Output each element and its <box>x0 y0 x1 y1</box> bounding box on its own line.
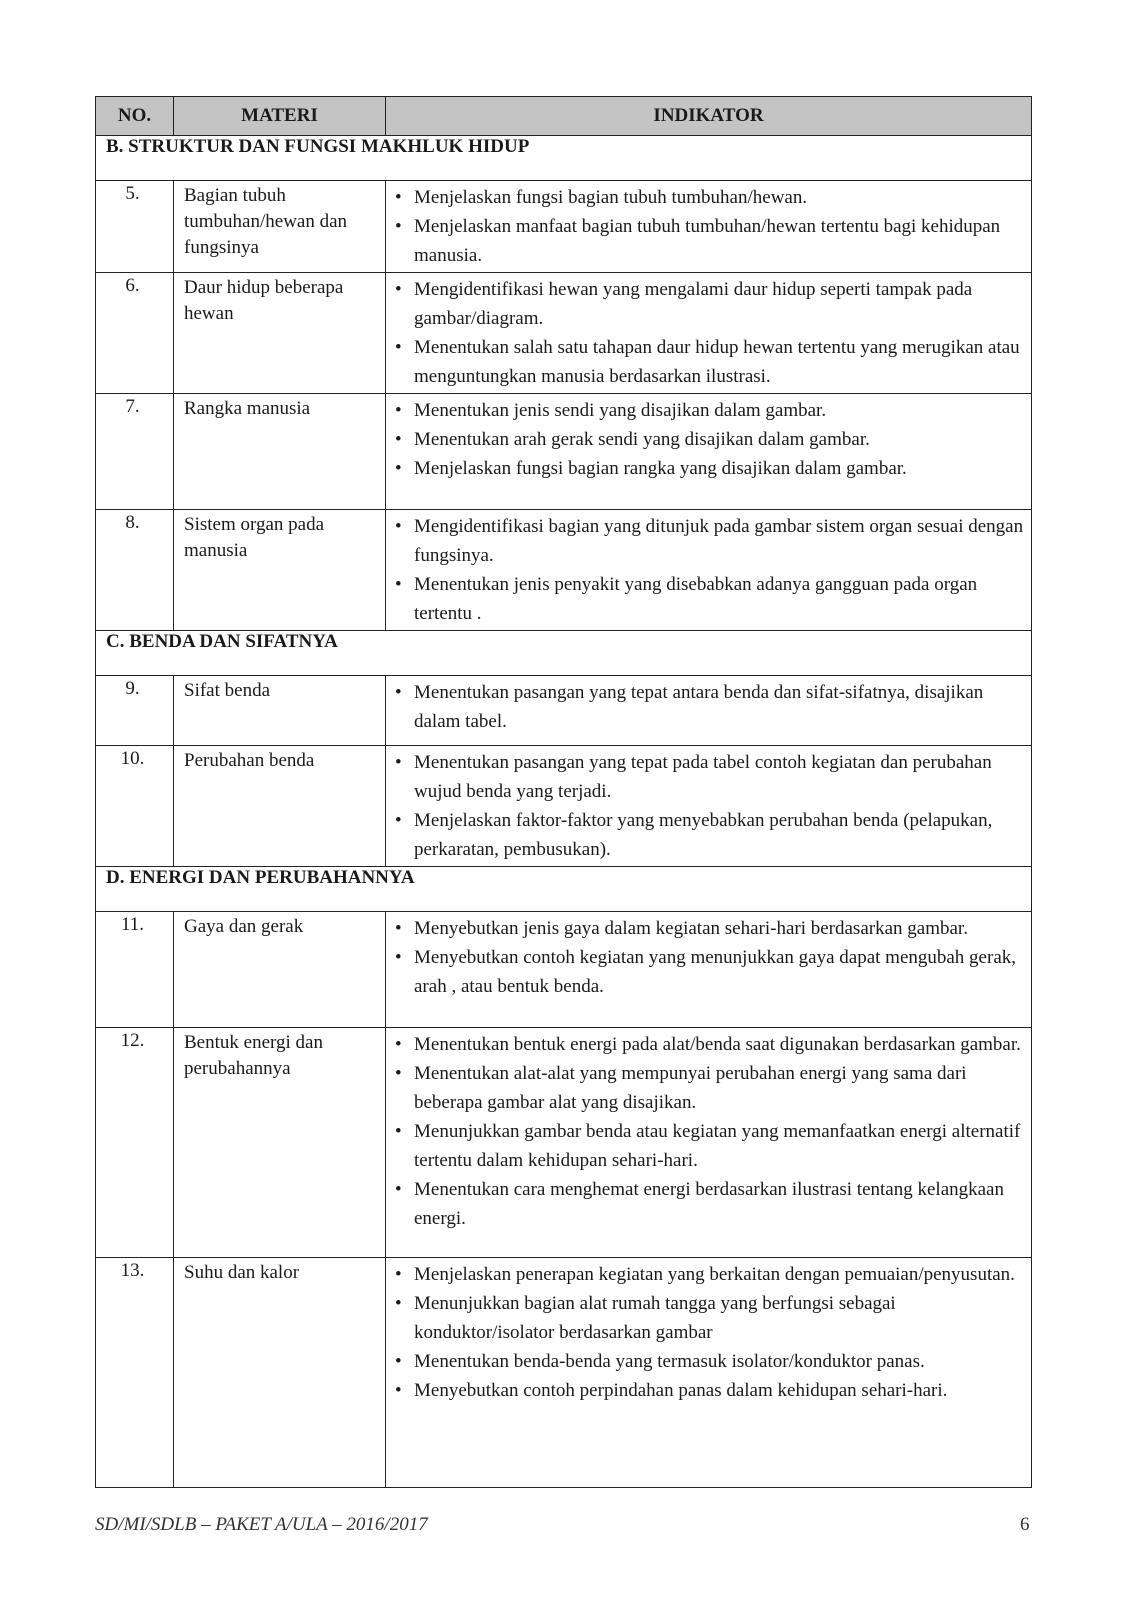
row-number: 12. <box>96 1028 174 1258</box>
row-materi: Perubahan benda <box>174 746 386 867</box>
indikator-text: Menyebutkan jenis gaya dalam kegiatan sehari-hari berdasarkan gambar. <box>414 918 968 939</box>
row-number: 5. <box>96 181 174 273</box>
indikator-list <box>390 748 1027 864</box>
row-number: 11. <box>96 912 174 1028</box>
indikator-item <box>390 1059 1027 1117</box>
bullet-icon: • <box>395 1351 402 1372</box>
table-body <box>96 136 1032 1488</box>
section-title: D. ENERGI DAN PERUBAHANNYA <box>96 867 1032 912</box>
table-row <box>96 746 1032 867</box>
row-materi: Suhu dan kalor <box>174 1258 386 1488</box>
indikator-text: Menentukan jenis penyakit yang disebabkan adanya gangguan pada organ tertentu . <box>414 574 978 624</box>
indikator-item <box>390 1347 1027 1376</box>
row-number: 13. <box>96 1258 174 1488</box>
section-title: B. STRUKTUR DAN FUNGSI MAKHLUK HIDUP <box>96 136 1032 181</box>
indikator-item <box>390 183 1027 212</box>
indikator-text: Menyebutkan contoh perpindahan panas dalam kehidupan sehari-hari. <box>414 1380 948 1401</box>
indikator-item <box>390 212 1027 270</box>
row-indikator <box>386 746 1032 867</box>
bullet-icon: • <box>395 337 402 358</box>
indikator-text: Menunjukkan gambar benda atau kegiatan yang memanfaatkan energi alternatif tertentu dalam kehidupan sehari-hari. <box>414 1121 1021 1171</box>
row-indikator <box>386 273 1032 394</box>
indikator-text: Menunjukkan bagian alat rumah tangga yang berfungsi sebagai konduktor/isolator berdasarkan gambar <box>414 1293 896 1343</box>
indikator-item <box>390 943 1027 1001</box>
indikator-item <box>390 396 1027 425</box>
table-row <box>96 273 1032 394</box>
bullet-icon: • <box>395 1293 402 1314</box>
indikator-item <box>390 806 1027 864</box>
bullet-icon: • <box>395 1179 402 1200</box>
bullet-icon: • <box>395 1121 402 1142</box>
row-materi: Sifat benda <box>174 676 386 746</box>
indikator-item <box>390 333 1027 391</box>
indikator-text: Menjelaskan faktor-faktor yang menyebabkan perubahan benda (pelapukan, perkaratan, pembusukan). <box>414 810 993 860</box>
indikator-text: Menjelaskan manfaat bagian tubuh tumbuhan/hewan tertentu bagi kehidupan manusia. <box>414 216 1001 266</box>
table-row <box>96 394 1032 510</box>
bullet-icon: • <box>395 216 402 237</box>
row-number: 6. <box>96 273 174 394</box>
row-number: 9. <box>96 676 174 746</box>
bullet-icon: • <box>395 516 402 537</box>
bullet-icon: • <box>395 682 402 703</box>
indikator-text: Menentukan pasangan yang tepat antara benda dan sifat-sifatnya, disajikan dalam tabel. <box>414 682 984 732</box>
indikator-list <box>390 275 1027 391</box>
bullet-icon: • <box>395 947 402 968</box>
indikator-item <box>390 914 1027 943</box>
indikator-text: Menentukan benda-benda yang termasuk isolator/konduktor panas. <box>414 1351 925 1372</box>
indikator-text: Menjelaskan fungsi bagian rangka yang disajikan dalam gambar. <box>414 458 907 479</box>
indikator-list <box>390 396 1027 483</box>
indikator-list <box>390 914 1027 1001</box>
indikator-text: Menentukan bentuk energi pada alat/benda saat digunakan berdasarkan gambar. <box>414 1034 1021 1055</box>
bullet-icon: • <box>395 574 402 595</box>
row-materi: Daur hidup beberapa hewan <box>174 273 386 394</box>
row-number: 10. <box>96 746 174 867</box>
header-materi: MATERI <box>174 97 386 136</box>
indikator-item <box>390 1376 1027 1405</box>
indikator-list <box>390 1030 1027 1233</box>
indikator-item <box>390 678 1027 736</box>
indikator-item <box>390 1175 1027 1233</box>
row-number: 7. <box>96 394 174 510</box>
section-row <box>96 631 1032 676</box>
bullet-icon: • <box>395 429 402 450</box>
bullet-icon: • <box>395 1380 402 1401</box>
indikator-text: Mengidentifikasi bagian yang ditunjuk pada gambar sistem organ sesuai dengan fungsinya. <box>414 516 1024 566</box>
indikator-text: Menentukan alat-alat yang mempunyai perubahan energi yang sama dari beberapa gambar alat yang disajikan. <box>414 1063 967 1113</box>
row-indikator <box>386 394 1032 510</box>
indikator-text: Menjelaskan penerapan kegiatan yang berkaitan dengan pemuaian/penyusutan. <box>414 1264 1015 1285</box>
bullet-icon: • <box>395 918 402 939</box>
table-row <box>96 181 1032 273</box>
table-header-row <box>96 97 1032 136</box>
row-indikator <box>386 181 1032 273</box>
bullet-icon: • <box>395 279 402 300</box>
row-materi: Bentuk energi dan perubahannya <box>174 1028 386 1258</box>
indikator-text: Mengidentifikasi hewan yang mengalami daur hidup seperti tampak pada gambar/diagram. <box>414 279 973 329</box>
indikator-text: Menjelaskan fungsi bagian tubuh tumbuhan/hewan. <box>414 187 808 208</box>
indikator-item <box>390 1030 1027 1059</box>
indikator-list <box>390 183 1027 270</box>
indikator-item <box>390 570 1027 628</box>
indikator-item <box>390 425 1027 454</box>
bullet-icon: • <box>395 1034 402 1055</box>
indikator-text: Menentukan cara menghemat energi berdasarkan ilustrasi tentang kelangkaan energi. <box>414 1179 1004 1229</box>
footer-title: SD/MI/SDLB – PAKET A/ULA – 2016/2017 <box>95 1514 428 1535</box>
indikator-item <box>390 1289 1027 1347</box>
row-indikator <box>386 912 1032 1028</box>
row-materi: Gaya dan gerak <box>174 912 386 1028</box>
indikator-text: Menentukan jenis sendi yang disajikan dalam gambar. <box>414 400 827 421</box>
table-row <box>96 912 1032 1028</box>
bullet-icon: • <box>395 810 402 831</box>
page-number: 6 <box>1020 1514 1030 1535</box>
table-row <box>96 1028 1032 1258</box>
indikator-item <box>390 1117 1027 1175</box>
indikator-text: Menentukan pasangan yang tepat pada tabel contoh kegiatan dan perubahan wujud benda yang terjadi. <box>414 752 992 802</box>
indikator-item <box>390 1260 1027 1289</box>
indikator-list <box>390 1260 1027 1405</box>
bullet-icon: • <box>395 458 402 479</box>
header-no: NO. <box>96 97 174 136</box>
row-number: 8. <box>96 510 174 631</box>
bullet-icon: • <box>395 1264 402 1285</box>
table-row <box>96 510 1032 631</box>
bullet-icon: • <box>395 1063 402 1084</box>
section-title: C. BENDA DAN SIFATNYA <box>96 631 1032 676</box>
indikator-list <box>390 678 1027 736</box>
section-row <box>96 867 1032 912</box>
indikator-text: Menentukan salah satu tahapan daur hidup hewan tertentu yang merugikan atau menguntungkan manusia berdasarkan ilustrasi. <box>414 337 1020 387</box>
row-indikator <box>386 510 1032 631</box>
indikator-text: Menyebutkan contoh kegiatan yang menunjukkan gaya dapat mengubah gerak, arah , atau bentuk benda. <box>414 947 1016 997</box>
row-materi: Sistem organ pada manusia <box>174 510 386 631</box>
kisi-kisi-table <box>95 96 1032 1488</box>
row-indikator <box>386 1258 1032 1488</box>
bullet-icon: • <box>395 752 402 773</box>
bullet-icon: • <box>395 400 402 421</box>
indikator-list <box>390 512 1027 628</box>
row-materi: Bagian tubuh tumbuhan/hewan dan fungsinya <box>174 181 386 273</box>
indikator-item <box>390 454 1027 483</box>
header-indikator: INDIKATOR <box>386 97 1032 136</box>
bullet-icon: • <box>395 187 402 208</box>
indikator-item <box>390 512 1027 570</box>
table-row <box>96 1258 1032 1488</box>
row-indikator <box>386 1028 1032 1258</box>
indikator-item <box>390 748 1027 806</box>
section-row <box>96 136 1032 181</box>
row-materi: Rangka manusia <box>174 394 386 510</box>
indikator-item <box>390 275 1027 333</box>
row-indikator <box>386 676 1032 746</box>
indikator-text: Menentukan arah gerak sendi yang disajikan dalam gambar. <box>414 429 870 450</box>
table-row <box>96 676 1032 746</box>
